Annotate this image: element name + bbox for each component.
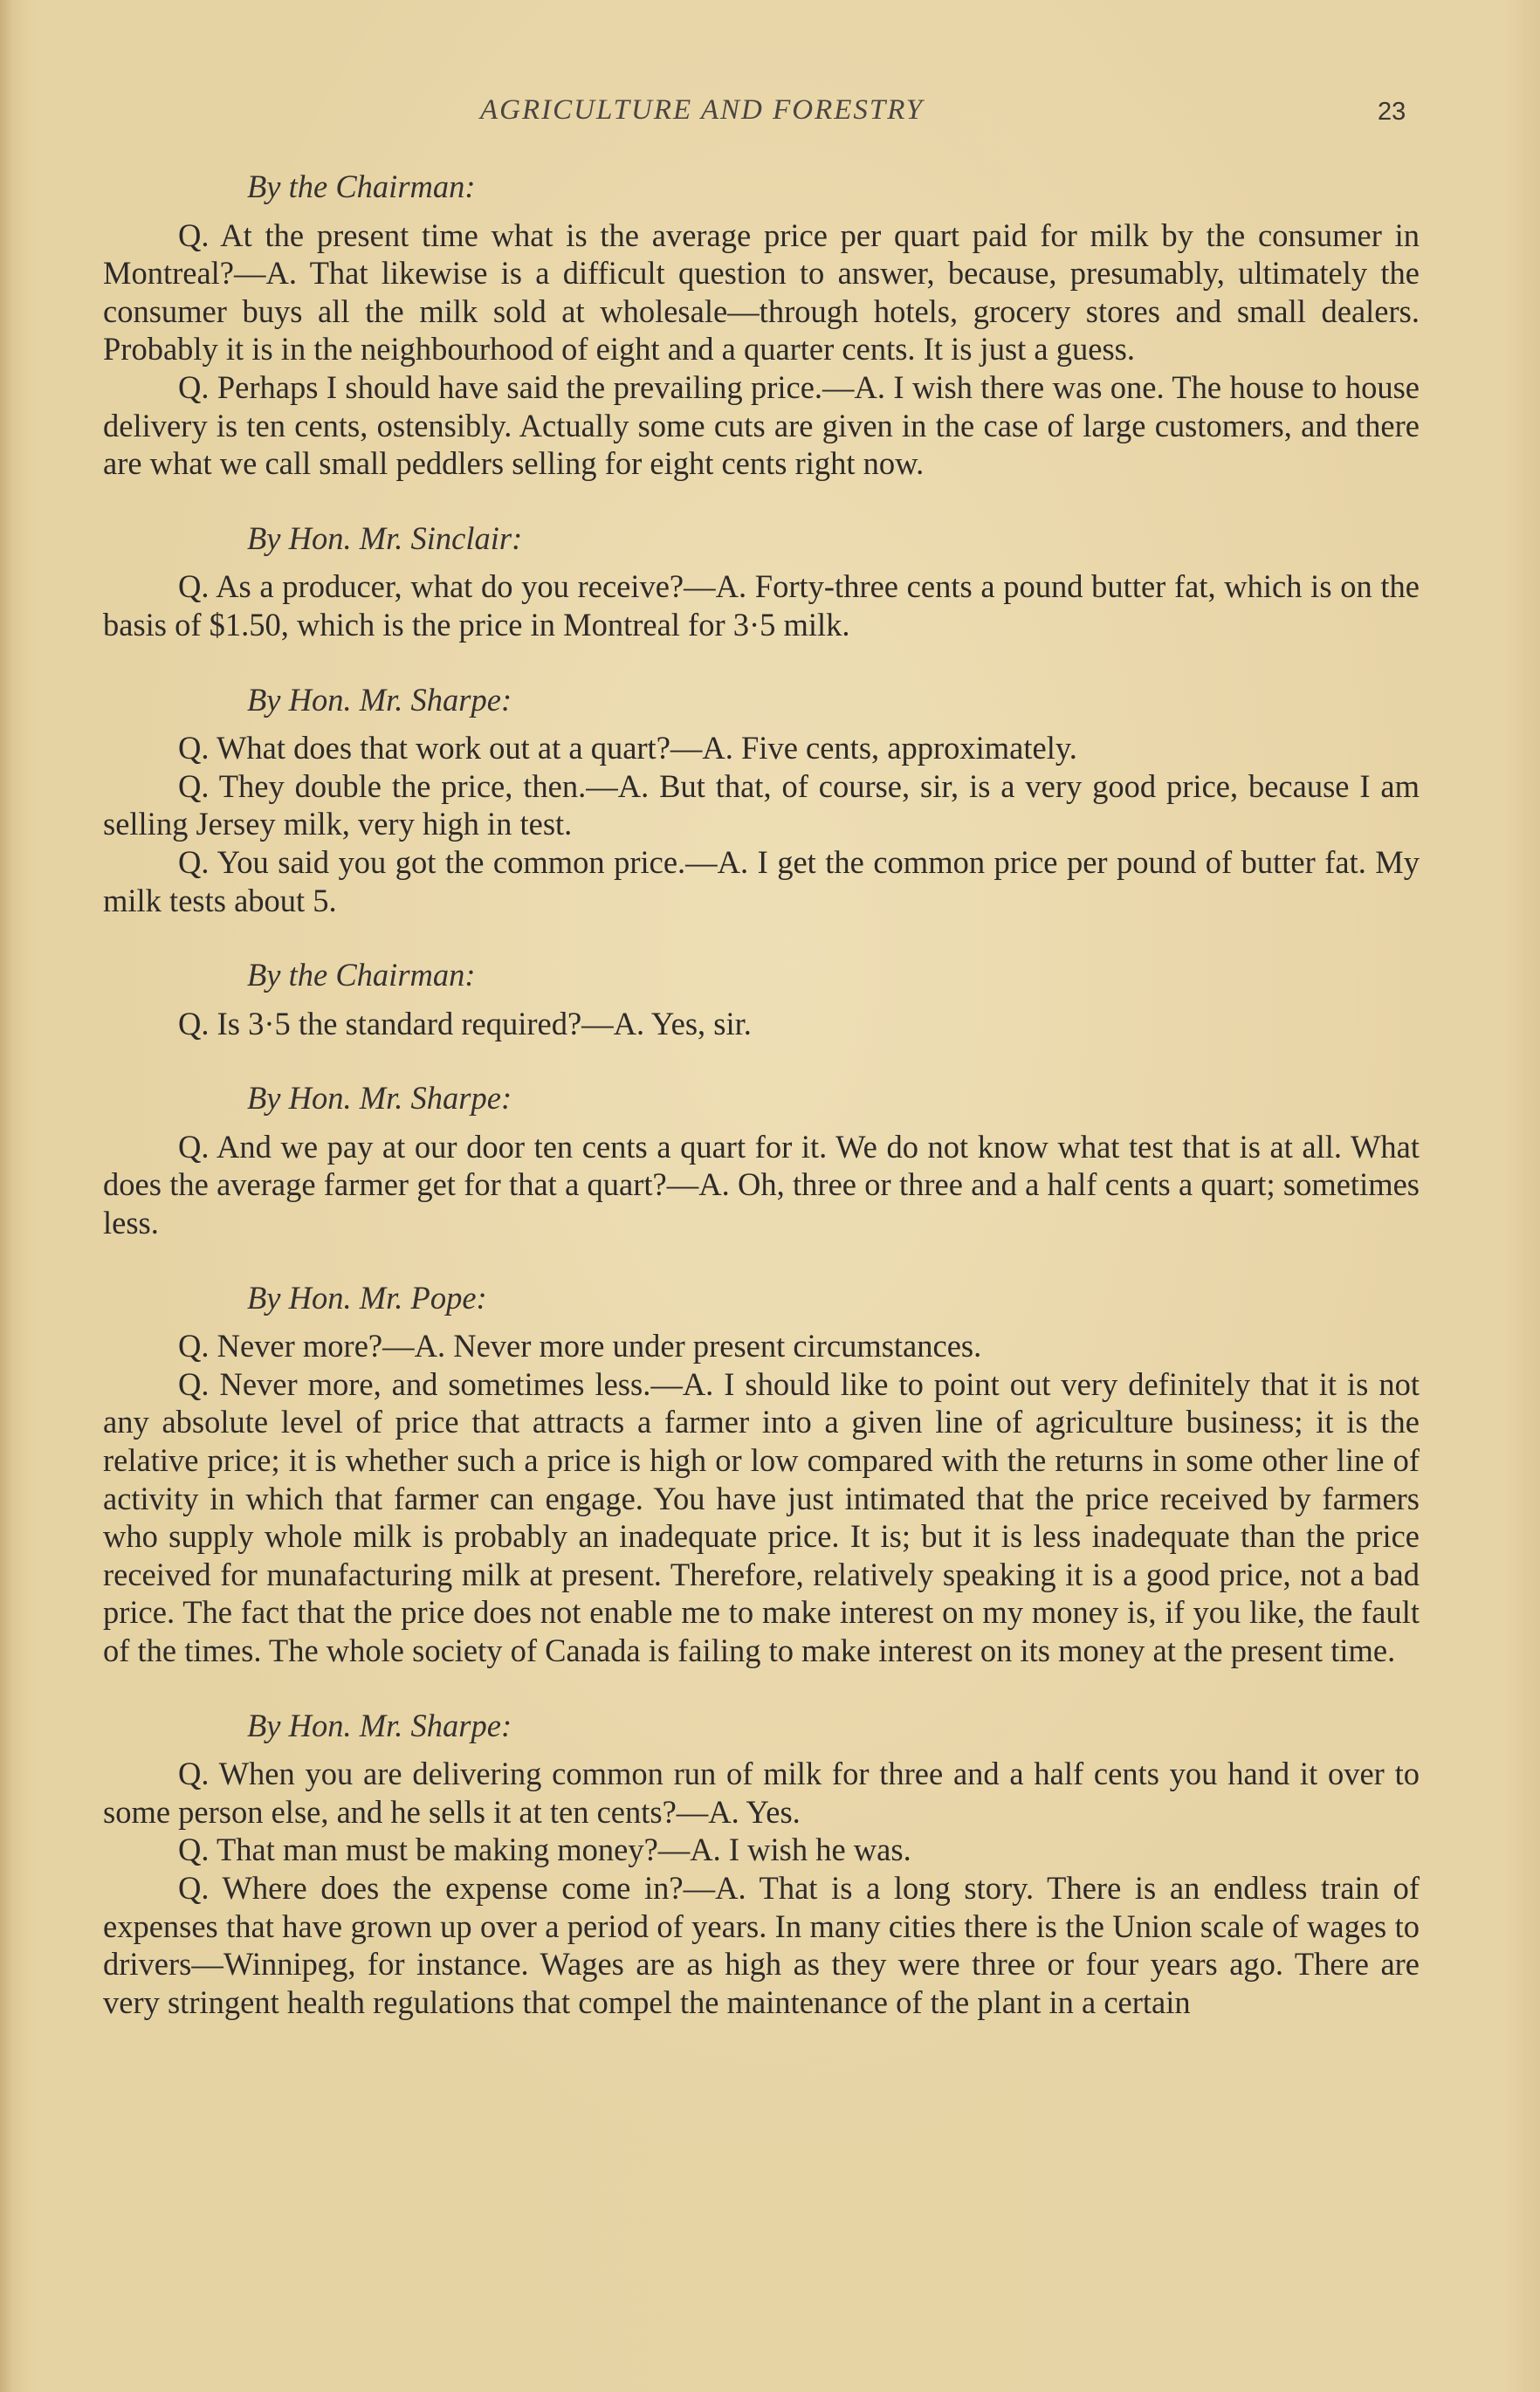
testimony-paragraph: Q. Is 3·5 the standard required?—A. Yes, sir. [178, 1005, 752, 1041]
testimony-section [103, 681, 1420, 920]
testimony-section [103, 168, 1420, 483]
testimony-paragraph: Q. That man must be making money?—A. I wish he was. [178, 1832, 911, 1868]
testimony-paragraph: Q. Perhaps I should have said the prevailing price.—A. I wish there was one. The house to house delivery is ten cents, ostensibly. Actually some cuts are given in the case of large customers, and there are what we call small peddlers selling for eight cents right now. [103, 368, 1420, 482]
testimony-paragraph: Q. As a producer, what do you receive?—A. Forty-three cents a pound butter fat, which is on the basis of $1.50, which is the price in Montreal for 3·5 milk. [103, 568, 1420, 643]
speaker-heading: By Hon. Mr. Sharpe: [247, 1080, 512, 1117]
testimony-section [103, 1279, 1420, 1670]
speaker-heading: By Hon. Mr. Sinclair: [247, 519, 523, 556]
speaker-heading: By the Chairman: [247, 957, 476, 993]
testimony-paragraph: Q. What does that work out at a quart?—A. Five cents, approximately. [178, 730, 1077, 766]
testimony-paragraph: Q. Never more?—A. Never more under present circumstances. [178, 1328, 982, 1364]
page-body [103, 168, 1420, 2058]
speaker-heading: By Hon. Mr. Sharpe: [247, 681, 512, 718]
testimony-paragraph: Q. At the present time what is the average price per quart paid for milk by the consumer in Montreal?—A. That likewise is a difficult question to answer, because, presumably, ultimately the consumer buys all the milk sold at wholesale—through hotels, grocery stores and small dealers. Probably it is in the neighbourhood of eight and a quarter cents. It is just a guess. [103, 217, 1420, 368]
running-head: AGRICULTURE AND FORESTRY [480, 94, 925, 126]
page-header [0, 94, 1540, 138]
speaker-heading: By Hon. Mr. Pope: [247, 1279, 487, 1316]
testimony-paragraph: Q. You said you got the common price.—A. I get the common price per pound of butter fat. My milk tests about 5. [103, 843, 1420, 918]
testimony-section [103, 1079, 1420, 1241]
testimony-section [103, 1707, 1420, 2022]
speaker-heading: By the Chairman: [247, 168, 476, 204]
speaker-heading: By Hon. Mr. Sharpe: [247, 1707, 512, 1743]
testimony-paragraph: Q. They double the price, then.—A. But that, of course, sir, is a very good price, because I am selling Jersey milk, very high in test. [103, 767, 1420, 842]
testimony-paragraph: Q. And we pay at our door ten cents a quart for it. We do not know what test that is at all. What does the average farmer get for that a quart?—A. Oh, three or three and a half cents a quart; sometimes less. [103, 1128, 1420, 1241]
testimony-paragraph: Q. When you are delivering common run of milk for three and a half cents you hand it over to some person else, and he sells it at ten cents?—A. Yes. [103, 1756, 1420, 1830]
page-number: 23 [1378, 98, 1406, 126]
testimony-section [103, 956, 1420, 1042]
testimony-section [103, 519, 1420, 644]
testimony-paragraph: Q. Never more, and sometimes less.—A. I should like to point out very definitely that it is not any absolute level of price that attracts a farmer into a given line of agriculture business; it is the relative price; it is whether such a price is high or low compared with the returns in some other line of activity in which that farmer can engage. You have just intimated that the price received by farmers who supply whole milk is probably an inadequate price. It is; but it is less inadequate than the price received for munafacturing milk at present. Therefore, relatively speaking it is a good price, not a bad price. The fact that the price does not enable me to make interest on my money is, if you like, the fault of the times. The whole society of Canada is failing to make interest on its money at the present time. [103, 1365, 1420, 1668]
testimony-paragraph: Q. Where does the expense come in?—A. That is a long story. There is an endless train of expenses that have grown up over a period of years. In many cities there is the Union scale of wages to drivers—Winnipeg, for instance. Wages are as high as they were three or four years ago. There are very stringent health regulations that compel the maintenance of the plant in a certain [103, 1869, 1420, 2020]
